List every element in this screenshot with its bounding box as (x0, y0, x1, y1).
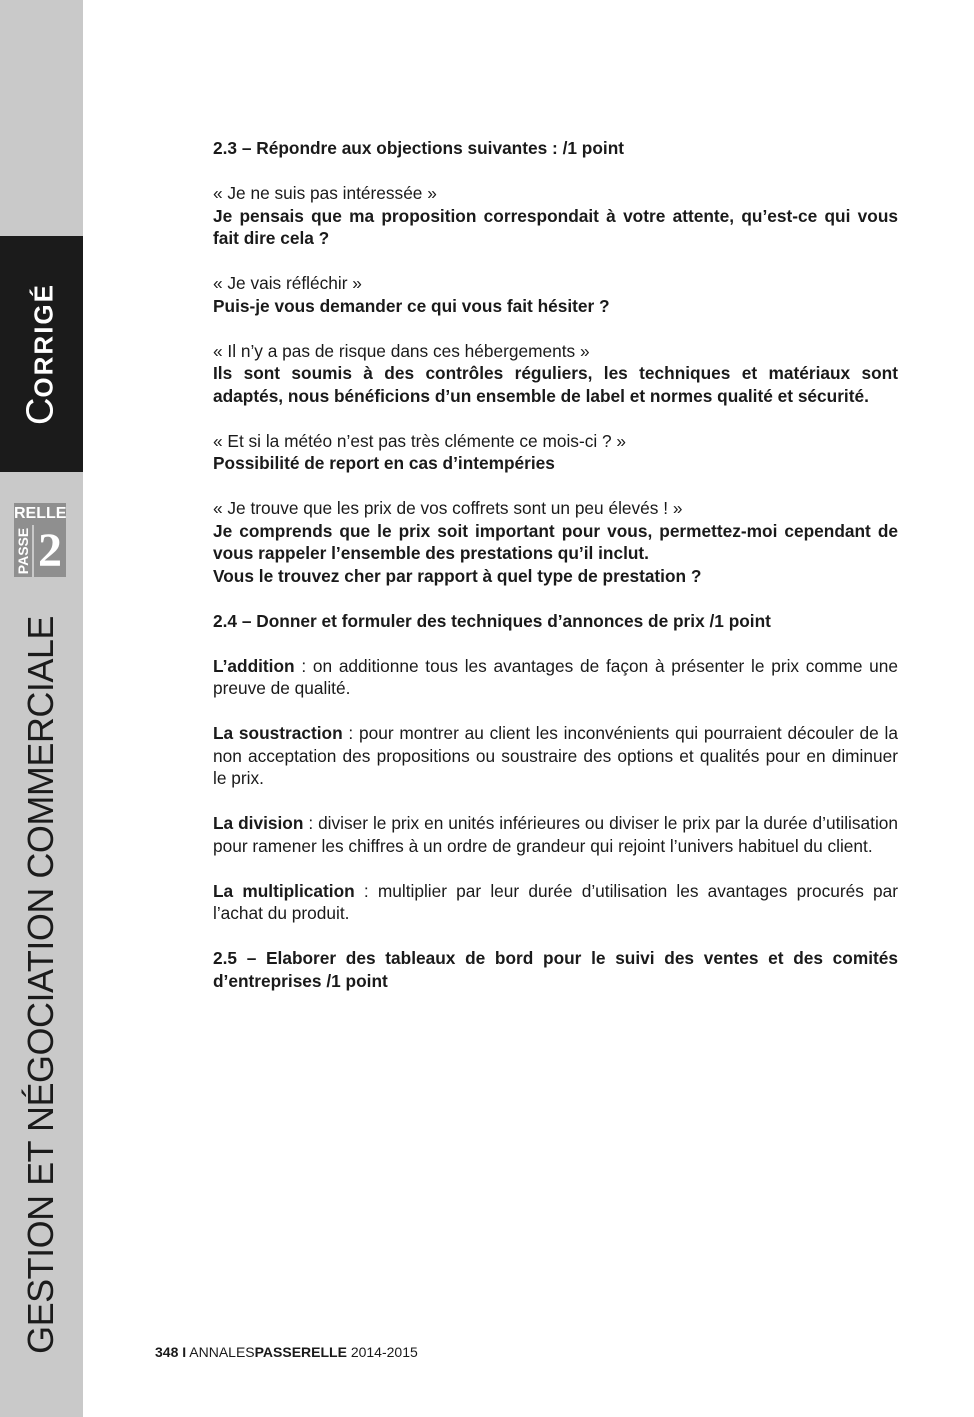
objection-1 (213, 182, 898, 250)
vertical-subject-title: GESTION ET NÉGOCIATION COMMERCIALE (20, 616, 61, 1354)
footer-separator: I (182, 1344, 187, 1360)
technique-term: La soustraction (213, 723, 343, 743)
logo-number: 2 (34, 525, 66, 577)
technique-term: L’addition (213, 655, 295, 676)
technique-division (213, 812, 898, 857)
logo-side-text: PASSE (15, 527, 31, 575)
section-2-3-heading: 2.3 – Répondre aux objections suivantes : /1 point (213, 138, 625, 158)
passerelle-2-logo (14, 503, 66, 577)
technique-addition (213, 655, 898, 700)
corrige-initial: C (19, 397, 62, 426)
objection-quote: « Et si la météo n’est pas très clémente ce mois-ci ? » (213, 430, 627, 451)
technique-term: La multiplication (213, 880, 355, 901)
objection-answer: Je pensais que ma proposition correspondait à votre attente, qu’est-ce qui vous fait dire cela ? (213, 205, 898, 248)
objection-answer: Puis-je vous demander ce qui vous fait hésiter ? (213, 295, 610, 316)
objection-answer: Possibilité de report en cas d’intempéries (213, 453, 555, 473)
technique-term: La division (213, 813, 304, 833)
footer-annales: ANNALES (189, 1344, 255, 1360)
objection-answer: Ils sont soumis à des contrôles réguliers, les techniques et matériaux sont adaptés, nous bénéficions d’un ensemble de label et normes qualité et sécurité. (213, 363, 898, 406)
objection-4 (213, 430, 898, 475)
objection-quote: « Je trouve que les prix de vos coffrets sont un peu élevés ! » (213, 498, 683, 518)
technique-text: : diviser le prix en unités inférieures ou diviser le prix par la durée d’utilisation pour ramener les chiffres à un ordre de grandeur qui rejoint l’univers habituel du client. (213, 813, 899, 856)
objection-5 (213, 497, 898, 587)
technique-subtraction (213, 722, 898, 790)
technique-text: : pour montrer au client les inconvénients qui pourraient découler de la non acceptation des propositions ou soustraire des options et qualités pour en diminuer le prix. (213, 723, 898, 788)
logo-top-text: RELLE (14, 503, 66, 525)
page-footer (155, 1344, 418, 1360)
corrige-label (20, 283, 63, 425)
sidebar (0, 0, 83, 1417)
footer-years: 2014-2015 (350, 1344, 418, 1360)
section-2-5-heading: 2.5 – Elaborer des tableaux de bord pour le suivi des ventes et des comités d’entreprises /1 point (213, 948, 898, 991)
objection-quote: « Je ne suis pas intéressée » (213, 183, 437, 203)
objection-answer-followup: Vous le trouvez cher par rapport à quel type de prestation ? (213, 565, 702, 586)
technique-text: : multiplier par leur durée d’utilisation les avantages procurés par l’achat du produit. (213, 880, 899, 923)
page-content (213, 137, 898, 1015)
objection-quote: « Il n’y a pas de risque dans ces hébergements » (213, 340, 590, 361)
page-number: 348 (155, 1344, 179, 1360)
objection-answer: Je comprends que le prix soit important pour vous, permettez-moi cependant de vous rappeler l’ensemble des prestations qu’il inclut. (213, 520, 898, 563)
technique-multiplication (213, 880, 898, 925)
objection-3 (213, 340, 898, 408)
section-2-4-heading: 2.4 – Donner et formuler des techniques d’annonces de prix /1 point (213, 610, 771, 631)
technique-text: : on additionne tous les avantages de façon à présenter le prix comme une preuve de qualité. (213, 655, 898, 698)
footer-brand: PASSERELLE (254, 1344, 347, 1360)
objection-quote: « Je vais réfléchir » (213, 273, 362, 293)
corrige-rest: ORRIGÉ (28, 282, 59, 398)
objection-2 (213, 272, 898, 317)
